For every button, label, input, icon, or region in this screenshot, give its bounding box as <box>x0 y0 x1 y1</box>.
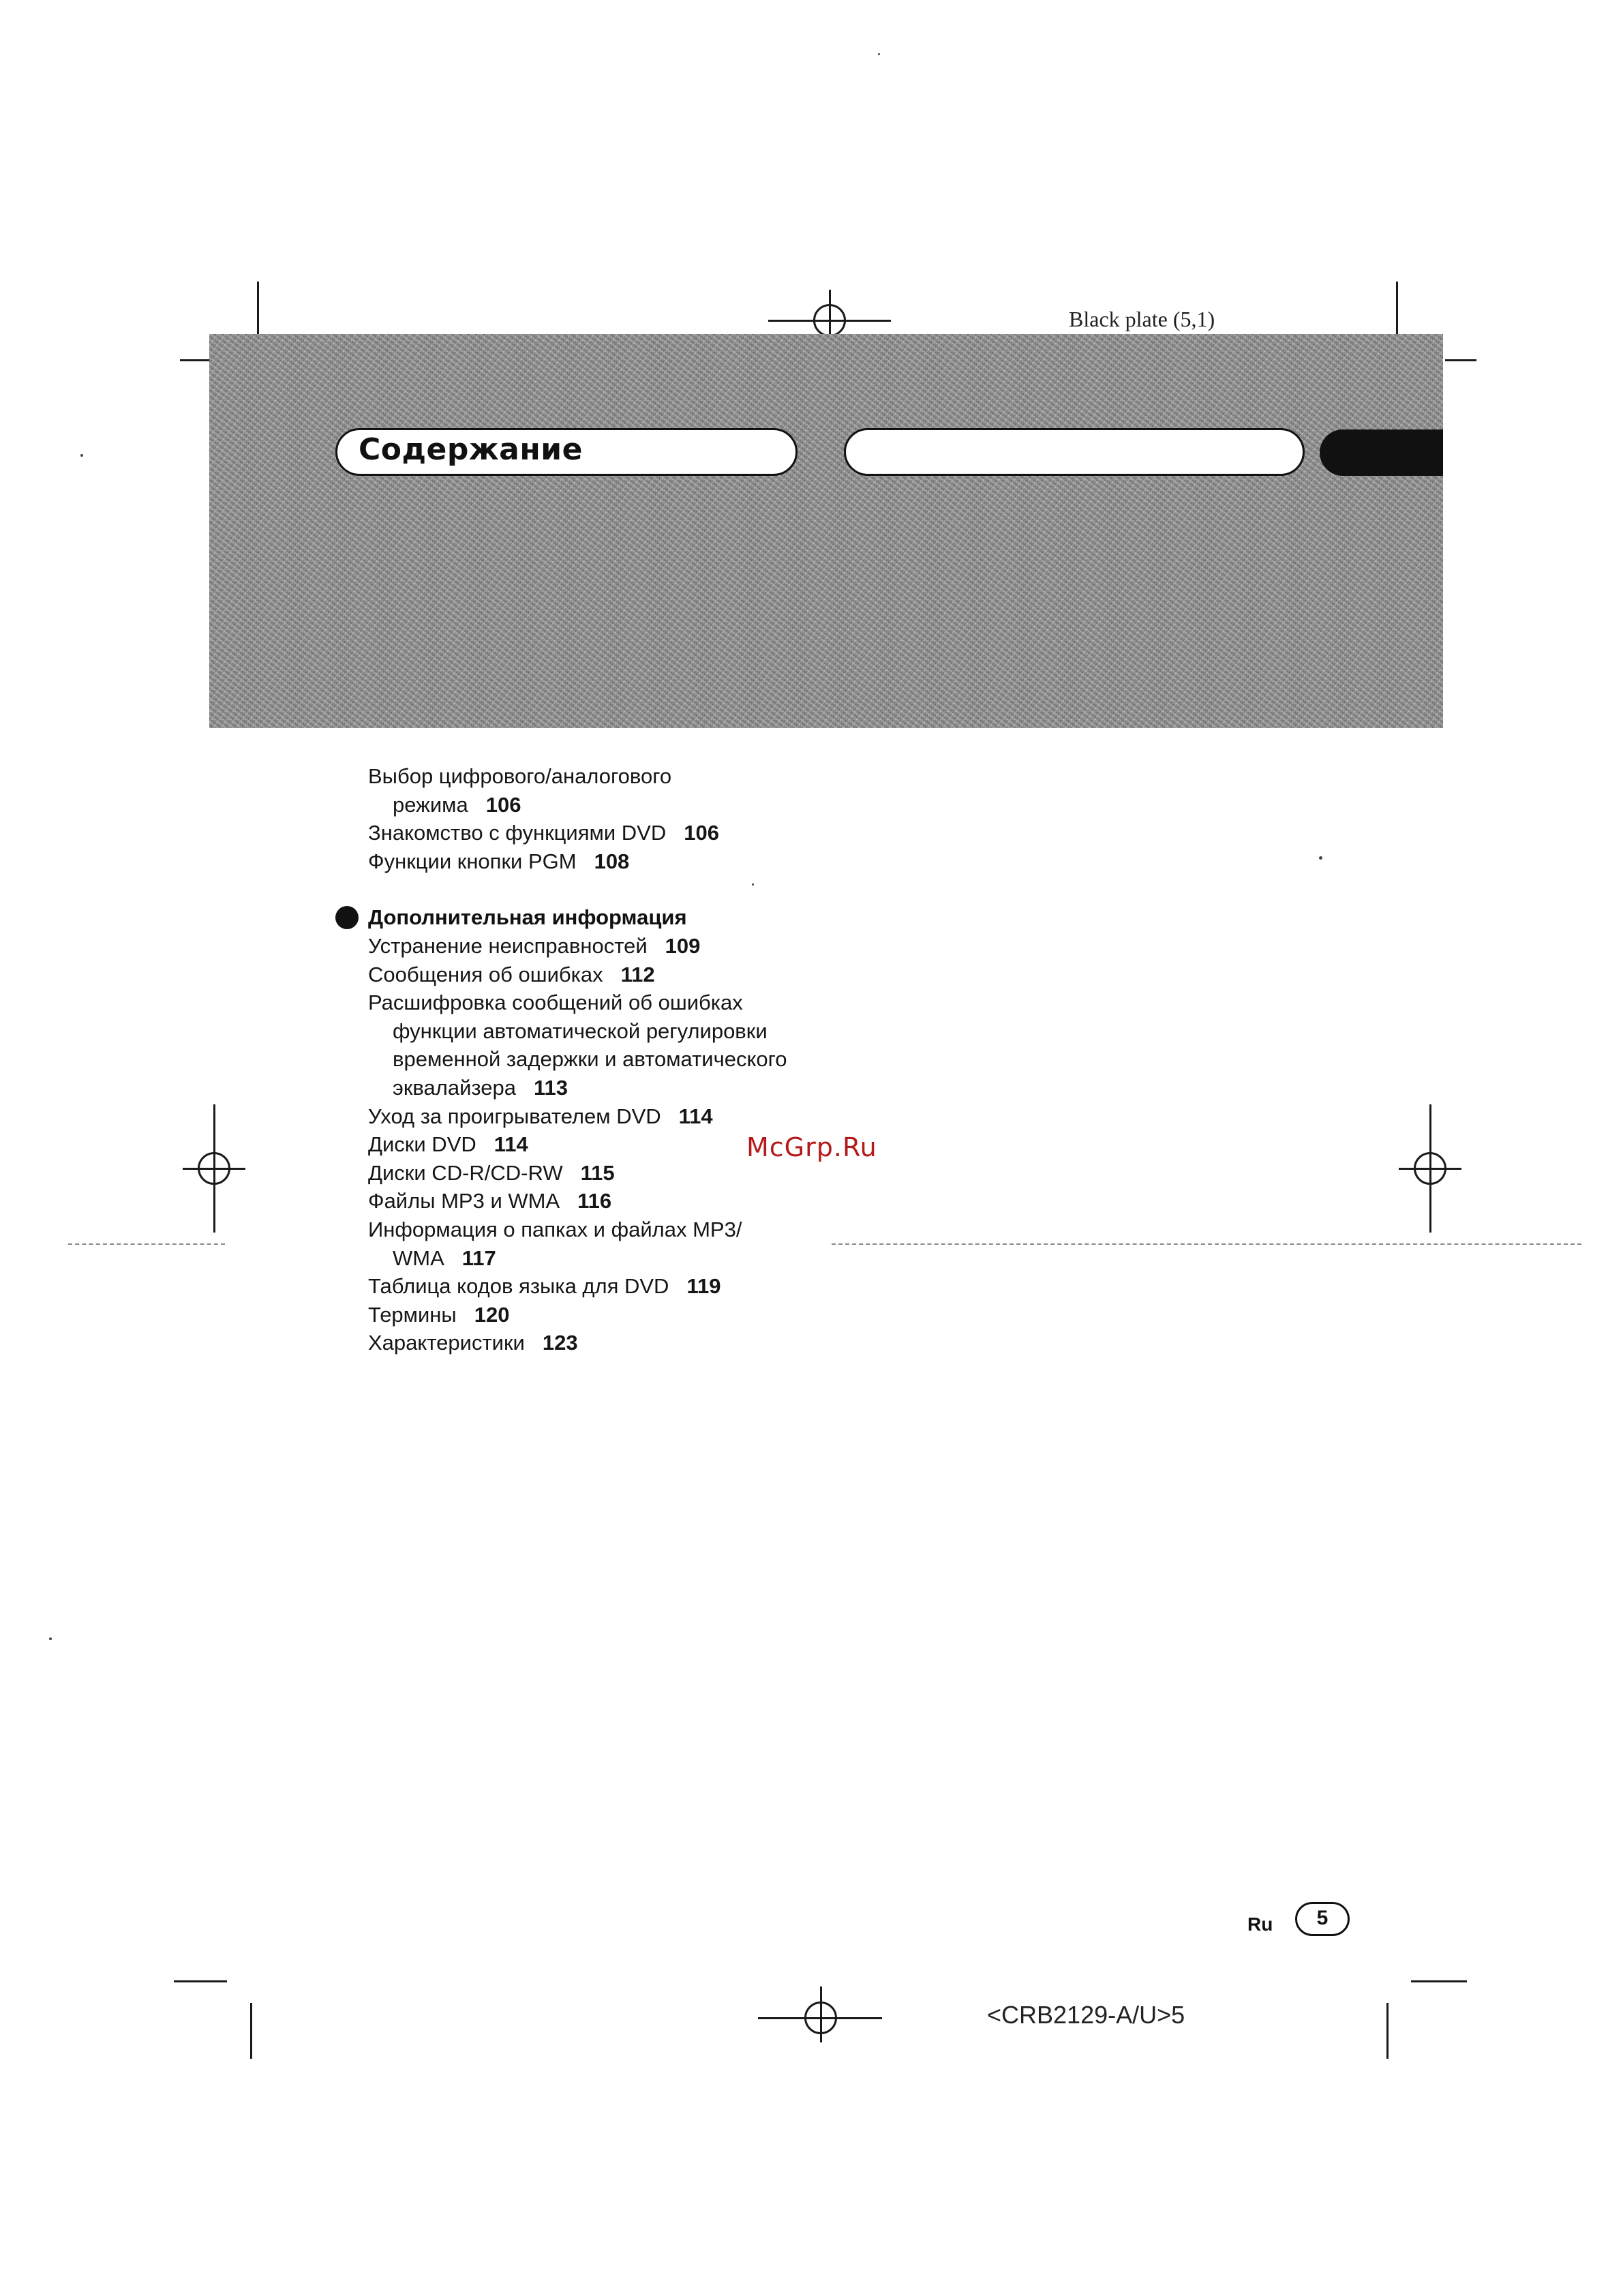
watermark-text: McGrp.Ru <box>746 1132 877 1162</box>
toc-entry-continued: эквалайзера 113 <box>393 1075 568 1100</box>
toc-entry[interactable]: режима 106 <box>393 792 521 817</box>
plate-label: Black plate (5,1) <box>1069 307 1215 331</box>
toc-entry[interactable]: Знакомство с функциями DVD 106 <box>368 821 719 845</box>
crop-mark-bottom-right-vertical <box>1386 2003 1389 2059</box>
toc-page-number: 108 <box>594 849 630 873</box>
toc-entry[interactable]: Информация о папках и файлах MP3/ <box>368 1217 742 1241</box>
fold-line-left <box>68 1243 225 1246</box>
toc-section-heading[interactable]: Дополнительная информация <box>368 903 1186 932</box>
toc-page-number: 106 <box>684 821 719 845</box>
toc-entry[interactable]: Функции кнопки PGM 108 <box>368 849 630 873</box>
fold-line-right <box>832 1243 1581 1246</box>
toc-page-number: 116 <box>577 1189 612 1213</box>
document-code: <CRB2129-A/U>5 <box>987 2001 1185 2029</box>
crop-mark-bottom-right-horizontal <box>1411 1980 1467 1982</box>
toc-page-number: 114 <box>494 1132 528 1157</box>
scan-speck <box>878 53 880 55</box>
registration-mark-left-v <box>213 1104 215 1233</box>
toc-entry[interactable]: Устранение неисправностей 109 <box>368 933 701 958</box>
toc-entry[interactable]: Диски DVD 114 <box>368 1132 528 1157</box>
toc-page-number: 119 <box>686 1274 721 1299</box>
crop-mark-bottom-left-horizontal <box>174 1980 227 1982</box>
section-bullet-icon <box>335 906 359 929</box>
scan-speck <box>49 1637 52 1640</box>
toc-entry[interactable]: Диски CD-R/CD-RW 115 <box>368 1160 615 1185</box>
scan-speck <box>80 454 83 457</box>
page-number: 5 <box>1295 1902 1350 1936</box>
registration-mark-top-v <box>829 290 831 337</box>
table-of-contents <box>368 762 1186 1357</box>
toc-entry-continued: WMA 117 <box>393 1245 496 1270</box>
toc-entry-continued: временной задержки и автоматического <box>393 1047 787 1072</box>
toc-entry-continued: функции автоматической регулировки <box>393 1018 768 1043</box>
toc-page-number: 114 <box>678 1104 713 1128</box>
toc-entry[interactable]: Сообщения об ошибках 112 <box>368 962 655 986</box>
toc-entry[interactable]: Уход за проигрывателем DVD 114 <box>368 1104 713 1128</box>
scan-speck <box>1319 856 1322 860</box>
toc-entry[interactable]: Выбор цифрового/аналогового <box>368 764 672 788</box>
registration-mark-right-v <box>1429 1104 1431 1233</box>
empty-pill <box>844 428 1305 476</box>
crop-mark-top-right-horizontal <box>1445 359 1476 361</box>
toc-page-number: 112 <box>620 962 655 986</box>
toc-entry[interactable]: Характеристики 123 <box>368 1331 578 1355</box>
crop-mark-top-left-horizontal <box>180 359 213 361</box>
registration-mark-bottom-v <box>820 1987 822 2042</box>
toc-entry[interactable]: Термины 120 <box>368 1302 510 1327</box>
toc-page-number: 113 <box>533 1075 568 1100</box>
toc-page-number: 106 <box>485 792 521 817</box>
toc-page-number: 120 <box>474 1302 510 1327</box>
scan-speck <box>752 883 754 886</box>
toc-entry[interactable]: Таблица кодов языка для DVD 119 <box>368 1274 721 1299</box>
toc-entry[interactable]: Расшифровка сообщений об ошибках <box>368 991 743 1015</box>
section-tab <box>1320 429 1443 476</box>
toc-entry[interactable]: Файлы MP3 и WMA 116 <box>368 1189 612 1213</box>
language-label: Ru <box>1247 1914 1273 1935</box>
header-band <box>209 334 1443 728</box>
page-title: Содержание <box>359 432 583 467</box>
toc-page-number: 123 <box>542 1331 578 1355</box>
crop-mark-bottom-left-vertical <box>250 2003 252 2059</box>
toc-page-number: 109 <box>665 933 701 958</box>
toc-page-number: 117 <box>461 1245 496 1270</box>
toc-page-number: 115 <box>580 1160 615 1185</box>
